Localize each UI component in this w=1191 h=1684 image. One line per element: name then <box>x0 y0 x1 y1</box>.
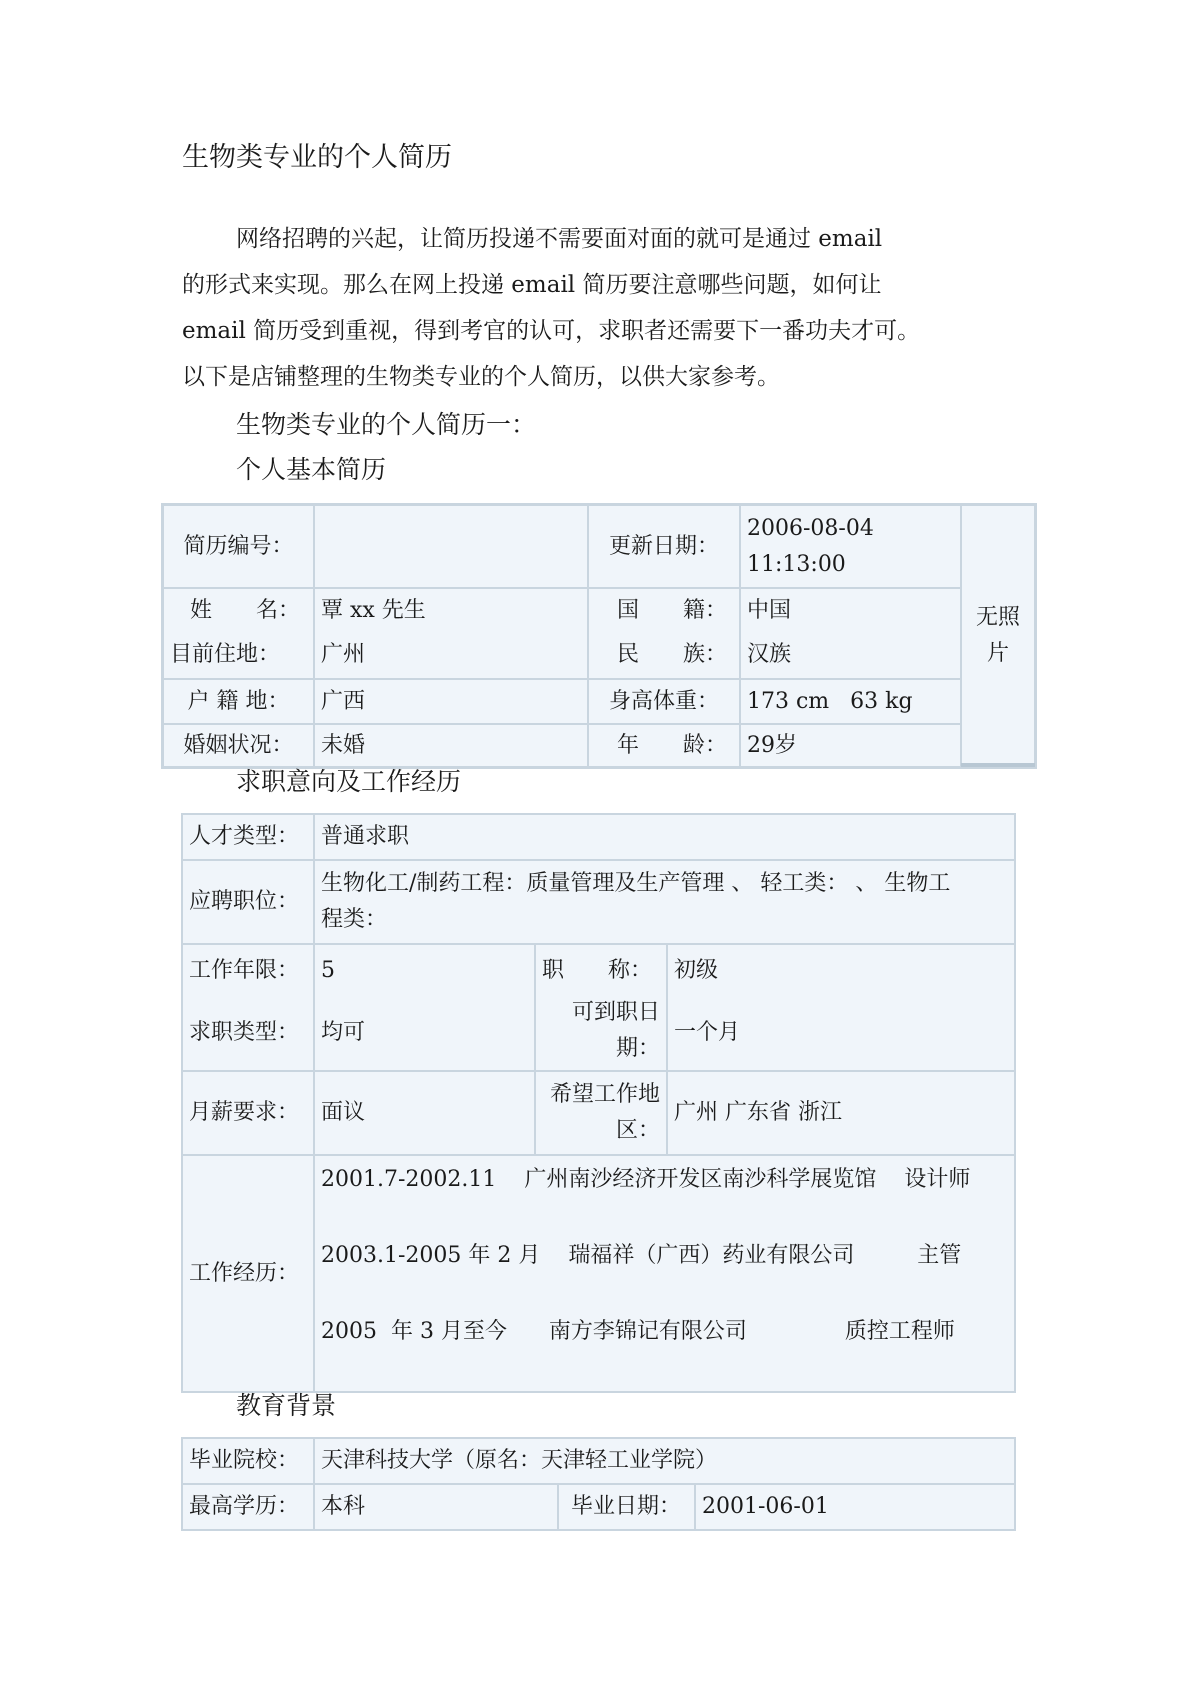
talent-type-value <box>314 814 1015 860</box>
experience-item: 2003.1-2005 年 2 月 瑞福祥（广西）药业有限公司 主管 <box>321 1243 962 1268</box>
title-value: 初级 <box>674 958 719 983</box>
title-arrival-labels <box>535 944 667 1071</box>
section-basic-heading: 个人基本简历 <box>236 455 387 484</box>
nationality-label: 国 籍： <box>617 598 728 623</box>
arrival-value: 一个月 <box>674 1020 741 1045</box>
label-text: 户 籍 地： <box>187 688 290 714</box>
residence-label: 目前住地： <box>170 642 281 667</box>
label-text: 人才类型： <box>189 824 300 849</box>
position-label <box>182 860 314 944</box>
value-text: 广西 <box>321 688 366 714</box>
talent-type-label <box>182 814 314 860</box>
value-text: 本科 <box>321 1494 366 1519</box>
label-text: 最高学历： <box>189 1494 300 1519</box>
height-weight-value <box>740 679 961 724</box>
experience-item: 2005 年 3 月至今 南方李锦记有限公司 质控工程师 <box>321 1319 955 1344</box>
value-text: 29岁 <box>747 732 797 758</box>
nationality-ethnic-values <box>740 588 961 679</box>
intro-line: 网络招聘的兴起，让简历投递不需要面对面的就可是通过 email <box>236 226 883 252</box>
value-text: 面议 <box>321 1100 366 1125</box>
experience-label <box>182 1155 314 1392</box>
name-label: 姓 名： <box>190 598 301 623</box>
residence-value: 广州 <box>321 642 366 667</box>
nationality-ethnic-labels <box>588 588 740 679</box>
height-weight-label <box>588 679 740 724</box>
ethnic-label: 民 族： <box>617 642 728 667</box>
label-text: 希望工作地 <box>549 1082 660 1107</box>
experience-item: 2001.7-2002.11 广州南沙经济开发区南沙科学展览馆 设计师 <box>321 1167 971 1192</box>
salary-value <box>314 1071 535 1155</box>
jobtype-label: 求职类型： <box>189 1020 300 1045</box>
value-text: 程类： <box>321 907 388 932</box>
label-text: 工作经历： <box>189 1260 300 1286</box>
section-intent-heading: 求职意向及工作经历 <box>236 767 462 796</box>
location-label <box>535 1071 667 1155</box>
label-text: 婚姻状况： <box>183 732 294 758</box>
grad-date-label <box>558 1484 695 1530</box>
intro-line: email 简历受到重视，得到考官的认可，求职者还需要下一番功夫才可。 <box>182 318 921 344</box>
intro-line: 的形式来实现。那么在网上投递 email 简历要注意哪些问题，如何让 <box>182 272 882 298</box>
marital-label <box>163 724 314 767</box>
degree-label <box>182 1484 314 1530</box>
name-residence-labels <box>163 588 314 679</box>
age-label <box>588 724 740 767</box>
experience-list <box>314 1155 1015 1392</box>
position-value <box>314 860 1015 944</box>
label-text: 毕业日期： <box>571 1494 682 1519</box>
value-text: 生物化工/制药工程：质量管理及生产管理 、 轻工类： 、 生物工 <box>321 871 951 896</box>
label-text: 年 龄： <box>617 732 728 758</box>
value-text: 2001-06-01 <box>702 1494 829 1519</box>
label-text: 区： <box>615 1118 660 1143</box>
location-value <box>667 1071 1015 1155</box>
update-date-label <box>588 505 740 588</box>
salary-label <box>182 1071 314 1155</box>
photo-text: 片 <box>986 641 1009 666</box>
title-label: 职 称： <box>542 958 653 983</box>
grad-date-value <box>695 1484 1015 1530</box>
ethnic-value: 汉族 <box>747 642 792 667</box>
hukou-label <box>163 679 314 724</box>
value-text: 普通求职 <box>321 824 410 849</box>
value-text: 173 cm 63 kg <box>747 688 913 714</box>
nationality-value: 中国 <box>747 598 792 623</box>
years-jobtype-labels <box>182 944 314 1071</box>
resume-no-value <box>314 505 588 588</box>
label-text: 月薪要求： <box>189 1100 300 1125</box>
hukou-value <box>314 679 588 724</box>
photo-text: 无照 <box>975 605 1020 630</box>
school-label <box>182 1438 314 1484</box>
arrival-label: 可到职日 <box>571 1000 660 1025</box>
label-text: 更新日期： <box>608 533 719 559</box>
label-text: 应聘职位： <box>189 889 300 914</box>
age-value <box>740 724 961 767</box>
label-text: 毕业院校： <box>189 1448 300 1473</box>
subtitle: 生物类专业的个人简历一： <box>236 410 537 439</box>
value-text: 天津科技大学（原名：天津轻工业学院） <box>321 1448 718 1473</box>
photo-bottom-bar <box>961 763 1035 767</box>
label-text: 身高体重： <box>608 688 719 714</box>
school-value <box>314 1438 1015 1484</box>
value-text: 广州 广东省 浙江 <box>674 1100 842 1125</box>
name-residence-values <box>314 588 588 679</box>
page-title: 生物类专业的个人简历 <box>182 142 452 173</box>
jobtype-value: 均可 <box>321 1020 366 1045</box>
update-time: 11:13:00 <box>747 551 846 577</box>
name-value: 覃 xx 先生 <box>321 598 426 623</box>
years-value: 5 <box>321 958 335 983</box>
update-date: 2006-08-04 <box>747 515 874 541</box>
section-edu-heading: 教育背景 <box>236 1391 337 1420</box>
label-text: 简历编号： <box>183 533 294 559</box>
years-jobtype-values <box>314 944 535 1071</box>
value-text: 未婚 <box>321 732 366 758</box>
years-label: 工作年限： <box>189 958 300 983</box>
title-arrival-values <box>667 944 1015 1071</box>
marital-value <box>314 724 588 767</box>
resume-no-label <box>163 505 314 588</box>
intro-line: 以下是店铺整理的生物类专业的个人简历，以供大家参考。 <box>182 364 780 390</box>
degree-value <box>314 1484 558 1530</box>
photo-placeholder <box>961 505 1035 767</box>
intro-paragraph <box>182 216 1042 400</box>
update-date-value <box>740 505 961 588</box>
arrival-label: 期： <box>615 1036 660 1061</box>
